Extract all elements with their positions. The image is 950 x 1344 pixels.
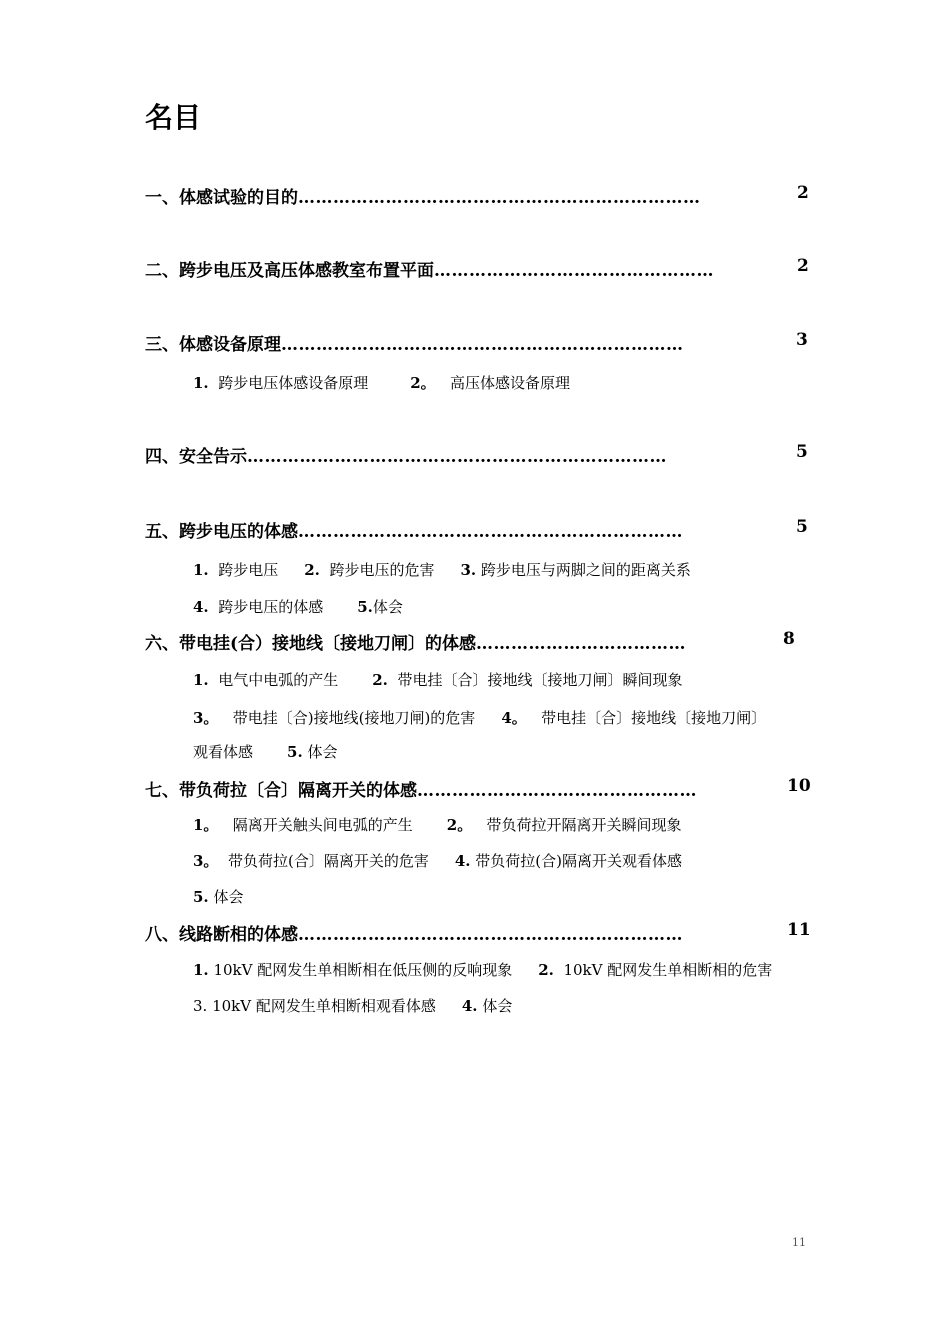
subitem-text: 带负荷拉(合)隔离开关观看体感 [475,852,683,870]
subitem-text: 体会 [307,743,338,761]
toc-entry-7[interactable] [145,776,697,801]
subitem-text: 体会 [482,997,513,1015]
subitem-number: 2. [372,671,388,689]
toc-entry-label: 八、线路断相的体感 [145,925,298,945]
subitem-text: 带电挂〔合〕接地线〔接地刀闸〕 [541,709,767,727]
subitem-number: 3. [460,561,477,579]
subitem-text: 跨步电压的危害 [329,561,435,579]
subitem-number: 1. [193,561,209,579]
subitem-number: 3. [193,997,208,1015]
subitem-number: 1。 [193,816,219,834]
page-title: 名目 [145,101,202,134]
toc-subitems-8a [193,959,772,980]
subitem-text: 跨步电压与两脚之间的距离关系 [480,561,691,579]
toc-entry-label: 三、体感设备原理 [145,335,281,355]
subitem-number: 4。 [501,709,527,727]
subitem-number: 1. [193,671,209,689]
subitem-text: 观看体感 [193,743,254,761]
subitem-number: 2。 [446,816,473,834]
toc-page-number: 2 [797,256,809,276]
toc-entry-3[interactable] [145,330,684,355]
toc-entry-label: 七、带负荷拉〔合〕隔离开关的体感 [145,781,417,801]
toc-page-number: 5 [796,517,808,537]
toc-entry-6[interactable] [145,629,686,654]
toc-subitems-6c [193,741,337,762]
subitem-text: 跨步电压体感设备原理 [218,374,369,392]
subitem-number: 4. [193,598,209,616]
subitem-number: 4. [461,997,478,1015]
toc-entry-1[interactable] [145,183,701,208]
toc-entry-label: 四、安全告示 [145,447,247,467]
subitem-text: 电气中电弧的产生 [218,671,339,689]
subitem-number: 1. [193,374,209,392]
footer-page-number: 11 [792,1236,806,1249]
toc-entry-8[interactable] [145,920,683,945]
toc-subitems-7a [193,814,682,835]
toc-leader: ………………………………………… [417,781,697,801]
subitem-number: 5. [193,888,209,906]
toc-leader: ………………………………………………………… [298,925,683,945]
subitem-text: 跨步电压的体感 [218,598,324,616]
toc-entry-label: 六、带电挂(合）接地线〔接地刀闸〕的体感 [145,634,477,654]
subitem-number: 2. [304,561,320,579]
subitem-text: 带电挂〔合〕接地线〔接地刀闸〕瞬间现象 [397,671,683,689]
subitem-text: 高压体感设备原理 [449,374,570,392]
toc-leader: …………………………………………………………… [298,188,701,208]
toc-leader: ……………………………………………………………… [247,447,667,467]
toc-entry-5[interactable] [145,517,683,542]
toc-subitems-7c [193,886,243,907]
subitem-text: 带电挂〔合)接地线(接地刀闸)的危害 [232,709,476,727]
subitem-text: 体会 [213,888,244,906]
toc-entry-4[interactable] [145,442,667,467]
subitem-text: 10kV 配网发生单相断相的危害 [563,961,773,979]
toc-entry-label: 二、跨步电压及高压体感教室布置平面 [145,261,434,281]
toc-entry-label: 一、体感试验的目的 [145,188,298,208]
toc-subitems-5a [193,559,691,580]
toc-entry-label: 五、跨步电压的体感 [145,522,298,542]
toc-leader: ………………………………………… [434,261,714,281]
subitem-number: 5. [357,598,373,616]
toc-page-number: 8 [783,629,795,649]
subitem-number: 3。 [193,852,219,870]
subitem-text: 跨步电压 [218,561,279,579]
subitem-text: 带负荷拉开隔离开关瞬间现象 [486,816,682,834]
toc-page-number: 10 [787,776,811,796]
subitem-text: 10kV 配网发生单相断相在低压侧的反响现象 [213,961,513,979]
subitem-number: 4. [454,852,471,870]
subitem-number: 5. [287,743,303,761]
toc-subitems-3 [193,372,570,393]
subitem-number: 2。 [410,374,436,392]
toc-subitems-6a [193,669,682,690]
subitem-number: 1. [193,961,209,979]
toc-leader: …………………………………………………………… [281,335,684,355]
subitem-text: 带负荷拉(合〕隔离开关的危害 [227,852,429,870]
subitem-number: 2. [538,961,554,979]
subitem-text: 隔离开关触头间电弧的产生 [232,816,413,834]
subitem-text: 10kV 配网发生单相断相观看体感 [212,997,436,1015]
toc-page-number: 3 [796,330,808,350]
subitem-number: 3。 [193,709,219,727]
toc-subitems-8b [193,995,512,1016]
subitem-text: 体会 [372,598,403,616]
toc-subitems-7b [193,850,682,871]
toc-page-number: 5 [796,442,808,462]
toc-page-number: 2 [797,183,809,203]
toc-page-number: 11 [787,920,811,940]
toc-subitems-6b [193,707,766,728]
toc-leader: ……………………………… [476,634,687,654]
toc-entry-2[interactable] [145,256,714,281]
toc-leader: ………………………………………………………… [298,522,683,542]
toc-subitems-5b [193,596,403,617]
